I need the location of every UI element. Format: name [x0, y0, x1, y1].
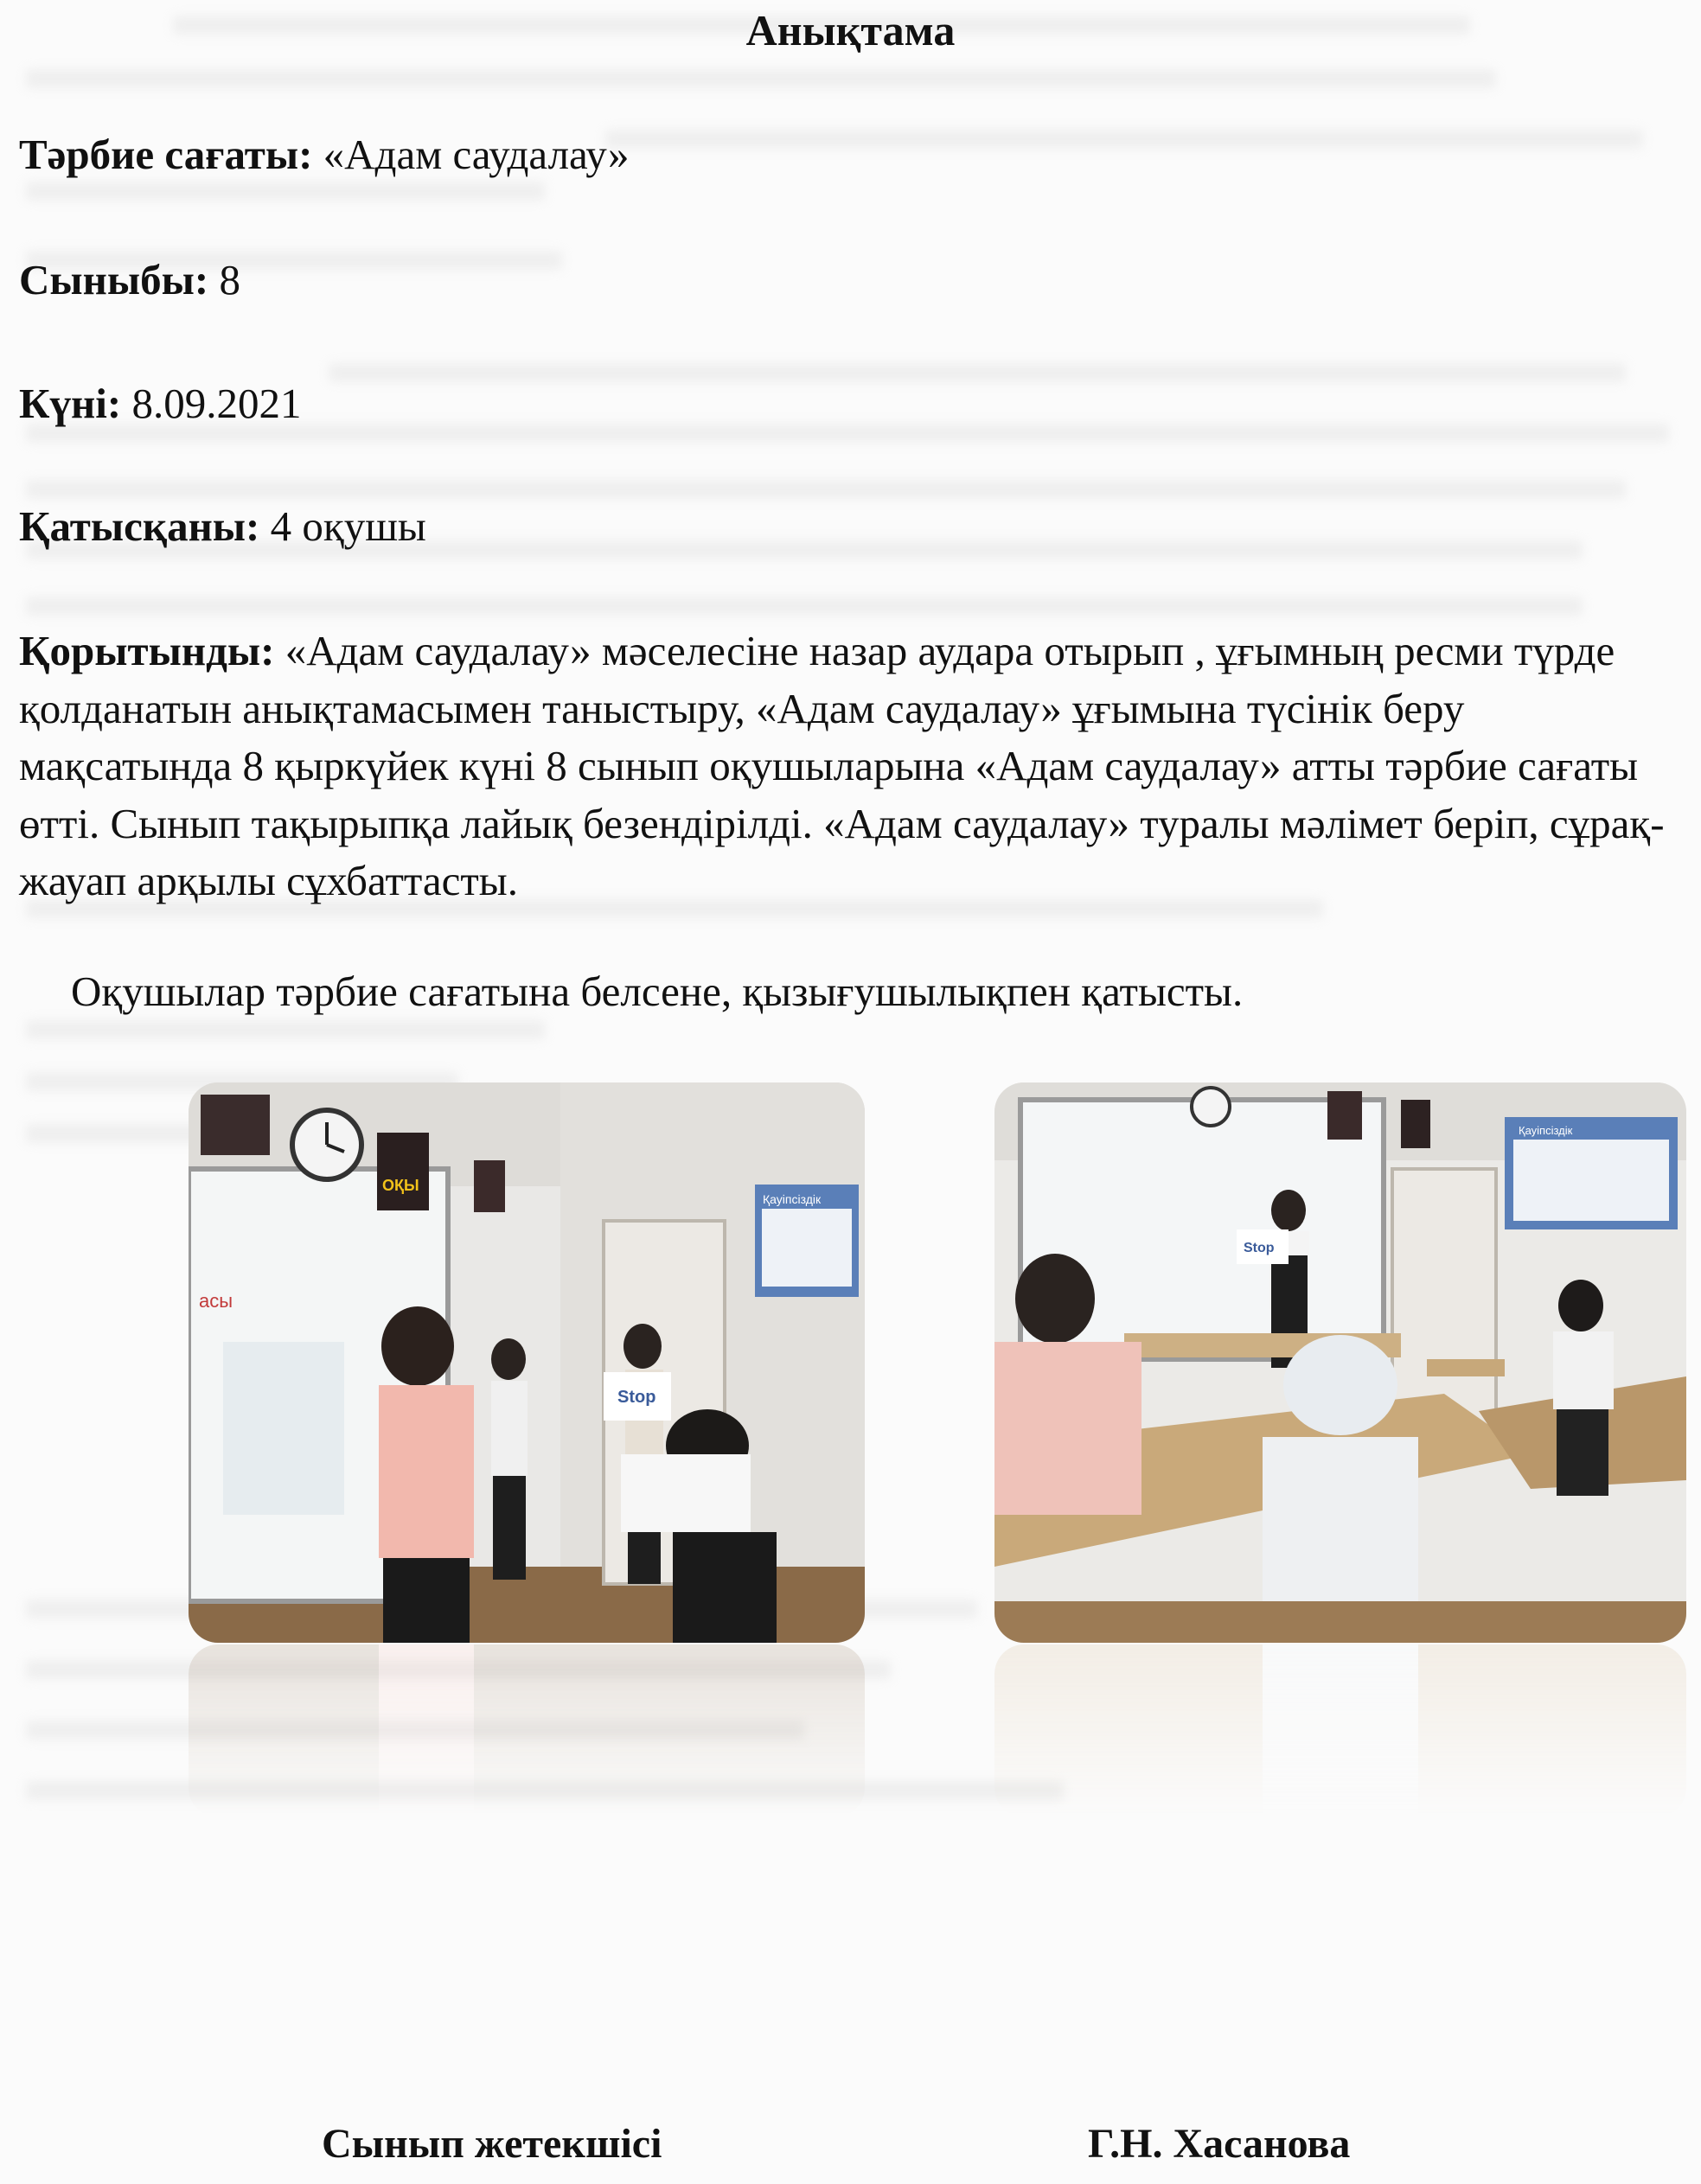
conclusion-label: Қорытынды: — [19, 627, 275, 674]
date-value: 8.09.2021 — [131, 380, 302, 427]
photo-left-reflection — [189, 1644, 865, 1817]
photo-right — [994, 1082, 1686, 1643]
attendees-label: Қатысқаны: — [19, 502, 260, 550]
conclusion-text: «Адам саудалау» мәселесіне назар аудара отырып , ұғымның ресми түрде қолданатын анықтамасымен таныстыру, «Адам саудалау» ұғымына түсінік беру мақсатында 8 қыркүйек күні 8 сынып оқушыларына «Адам саудалау» атты тәрбие сағаты өтті. Сынып тақырыпқа лайық безендірілді. «Адам саудалау» туралы мәлімет беріп, сұрақ-жауап арқылы сұхбаттасты. — [19, 627, 1665, 904]
event-label: Тәрбие сағаты: — [19, 131, 313, 178]
svg-text:Stop: Stop — [617, 1388, 656, 1407]
signature-role: Сынып жетекшісі — [322, 2121, 662, 2167]
date-label: Күні: — [19, 380, 122, 427]
classroom-photo-left — [189, 1082, 865, 1643]
svg-text:Stop: Stop — [1244, 1241, 1275, 1255]
grade-line — [19, 255, 240, 304]
event-line — [19, 130, 630, 179]
svg-text:Қауіпсіздік: Қауіпсіздік — [763, 1192, 822, 1206]
date-line — [19, 379, 301, 428]
photo-right-reflection — [994, 1644, 1686, 1817]
document-title: Анықтама — [745, 6, 956, 54]
attendees-line — [19, 501, 426, 551]
svg-text:асы: асы — [199, 1290, 233, 1312]
grade-value: 8 — [219, 256, 240, 303]
participation-text: Оқушылар тәрбие сағатына белсене, қызығушылықпен қатысты. — [71, 967, 1244, 1015]
attendees-value: 4 оқушы — [270, 502, 426, 550]
svg-text:Қауіпсіздік: Қауіпсіздік — [1519, 1124, 1573, 1137]
svg-text:ОҚЫ: ОҚЫ — [382, 1177, 419, 1194]
signature-name: Г.Н. Хасанова — [1088, 2121, 1351, 2167]
event-value: «Адам саудалау» — [323, 131, 630, 178]
grade-label: Сыныбы: — [19, 256, 209, 303]
conclusion-paragraph — [19, 623, 1666, 910]
photo-left — [189, 1082, 865, 1643]
classroom-photo-right — [994, 1082, 1686, 1643]
